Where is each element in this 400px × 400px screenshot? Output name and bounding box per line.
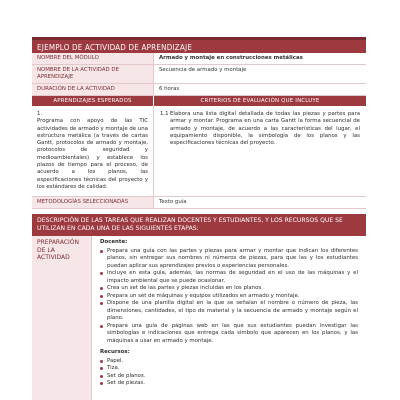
metodologias-row	[32, 197, 366, 209]
bullet-icon	[100, 367, 103, 370]
bullet-icon	[100, 287, 103, 290]
section-banner: DESCRIPCIÓN DE LAS TAREAS QUE REALIZAN DOCENTES Y ESTUDIANTES, Y LOS RECURSOS QUE SE UTILIZAN EN CADA UNA DE LAS SIGUIENTES ETAPAS:	[32, 214, 366, 236]
header-aprendizajes: APRENDIZAJES ESPERADOS	[32, 96, 154, 106]
criterio-cell	[154, 106, 366, 196]
info-row-modulo	[32, 53, 366, 65]
info-value: 6 horas	[159, 86, 180, 92]
info-row-duracion	[32, 84, 366, 96]
info-label: NOMBRE DEL MÓDULO	[32, 53, 154, 64]
table-header	[32, 96, 366, 106]
aprendizaje-criterio-row	[32, 106, 366, 197]
info-value: Secuencia de armado y montaje	[159, 67, 247, 73]
recursos-heading: Recursos:	[100, 349, 130, 356]
recursos-list	[100, 358, 358, 388]
aprendizaje-number: 1.	[37, 111, 43, 117]
preparacion-label: PREPARACIÓN DE LA ACTIVIDAD	[32, 236, 92, 400]
activity-document	[32, 37, 366, 400]
bullet-icon	[100, 272, 103, 275]
aprendizaje-cell	[32, 106, 154, 196]
bullet-icon	[100, 360, 103, 363]
list-item: Dispone de una planilla digital en la que se señalan el nombre o número de pieza, las dimensiones, cantidades, el tipo de material y la secuencia de armado y montaje según el plano.	[100, 300, 358, 323]
list-item: Set de piezas.	[100, 380, 358, 388]
bullet-icon	[100, 325, 103, 328]
preparacion-section	[32, 236, 366, 400]
document-title: EJEMPLO DE ACTIVIDAD DE APRENDIZAJE	[32, 37, 366, 53]
info-label: NOMBRE DE LA ACTIVIDAD DE APRENDIZAJE	[32, 65, 154, 83]
list-item: Set de planos.	[100, 373, 358, 381]
bullet-icon	[100, 302, 103, 305]
info-value: Armado y montaje en construcciones metálicas	[159, 55, 303, 61]
bullet-icon	[100, 382, 103, 385]
bullet-icon	[100, 375, 103, 378]
criterio-number: 1.1	[160, 111, 169, 117]
list-item: Papel.	[100, 358, 358, 366]
criterio-text: Elabora una lista digital detallada de todas las piezas y partes para armar y montar. Programa en una carta Gantt la forma secuencial de armado y montaje, de acuerdo a las características del lugar, el equipamiento disponible, la simbología de los planos y las especificaciones técnicas del proyecto.	[170, 111, 360, 147]
metodologias-label: METODOLOGÍAS SELECCIONADAS	[32, 197, 154, 208]
list-item: Prepara un set de máquinas y equipos utilizados en armado y montaje.	[100, 293, 358, 301]
docente-heading: Docente:	[100, 239, 128, 246]
list-item: Prepara una guía con las partes y piezas para armar y montar que indican los diferentes planos, sin entregar sus nombres ni números de piezas, para que las y los estudiantes puedan aplicar sus aprendizajes previos o experiencias personales.	[100, 248, 358, 271]
metodologias-value: Texto guía	[159, 199, 187, 206]
list-item: Crea un set de las partes y piezas incluidas en los planos.	[100, 285, 358, 293]
list-item: Tiza.	[100, 365, 358, 373]
bullet-icon	[100, 295, 103, 298]
docente-list	[100, 248, 358, 346]
preparacion-content	[92, 236, 366, 400]
header-criterios: CRITERIOS DE EVALUACIÓN QUE INCLUYE	[154, 96, 366, 106]
list-item: Prepara una guía de páginas web en las que sus estudiantes puedan investigar las simbologías e indicaciones que entrega cada símbolo que aparecen en los planos, y las máquinas a usar en armado y montaje.	[100, 323, 358, 346]
info-label: DURACIÓN DE LA ACTIVIDAD	[32, 84, 154, 95]
bullet-icon	[100, 250, 103, 253]
list-item: Incluye en esta guía, además, las normas de seguridad en el uso de las máquinas y el impacto ambiental que se puede ocasionar.	[100, 270, 358, 285]
info-row-actividad	[32, 65, 366, 84]
aprendizaje-text: Programa con apoyo de las TIC actividades de armado y montaje de una estructura metálica (a través de cartas Gantt, protocolos de armado y montaje, protocolos de seguridad y medioambientales) y establece los plazos de tiempo para el proceso, de acuerdo a los planos, las especificaciones técnicas del proyecto y los estándares de calidad.	[37, 118, 148, 190]
